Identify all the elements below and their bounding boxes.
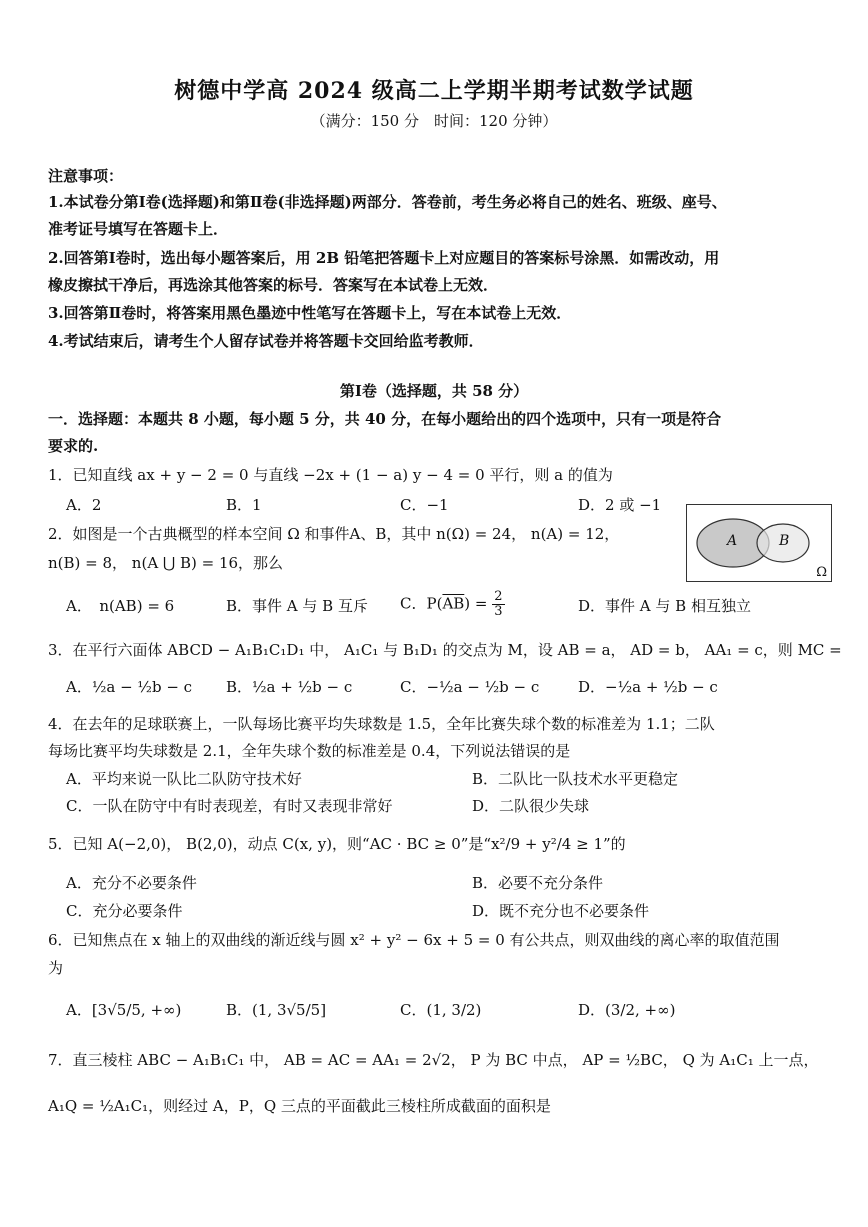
section-intro: 一．选择题：本题共 8 小题，每小题 5 分，共 40 分，在每小题给出的四个选项中，只有一项是符合: [48, 410, 722, 428]
notice-item: 橡皮擦拭干净后，再选涂其他答案的标号．答案写在本试卷上无效．: [48, 276, 499, 294]
notice-item: 4.考试结束后，请考生个人留存试卷并将答题卡交回给监考教师．: [48, 332, 484, 350]
q6-option-c: C．(1, 3/2): [400, 1001, 482, 1019]
q6-option-b: B．(1, 3√5/5]: [226, 1001, 327, 1019]
q2-option-c: C．$P(\overline{AB})$ = $\frac{2}{3}$: [400, 589, 503, 619]
q1-option-a: A．2: [66, 496, 102, 514]
q4-option-b: B．二队比一队技术水平更稳定: [472, 770, 679, 788]
q3-option-b: B．½a + ½b − c: [226, 678, 353, 696]
fraction: $\frac{2}{3}$: [494, 589, 503, 619]
q2-option-d: D．事件 A 与 B 相互独立: [578, 597, 751, 615]
question-7-stem: A₁Q = ½A₁C₁，则经过 A，P，Q 三点的平面截此三棱柱所成截面的面积是: [48, 1097, 551, 1115]
q5-option-b: B．必要不充分条件: [472, 874, 604, 892]
section-title: 第Ⅰ卷（选择题，共 58 分）: [339, 382, 529, 400]
venn-label-omega: Ω: [816, 565, 827, 580]
question-4-stem: 4．在去年的足球联赛上，一队每场比赛平均失球数是 1.5，全年比赛失球个数的标准差为 1.1；二队: [48, 715, 715, 733]
question-3-stem: 3．在平行六面体 ABCD − A₁B₁C₁D₁ 中， A₁C₁ 与 B₁D₁ 的交点为 M，设 AB = a， AD = b， AA₁ = c，则 MC =: [48, 641, 842, 659]
q3-option-a: A．½a − ½b − c: [66, 678, 193, 696]
section-intro: 要求的.: [48, 437, 99, 455]
venn-label-b: B: [779, 533, 790, 549]
q2-option-b: B．事件 A 与 B 互斥: [226, 597, 368, 615]
notice-item: 1.本试卷分第Ⅰ卷(选择题)和第Ⅱ卷(非选择题)两部分．答卷前，考生务必将自己的姓名、班级、座号、: [48, 193, 727, 211]
question-7-stem: 7．直三棱柱 ABC − A₁B₁C₁ 中， AB = AC = AA₁ = 2√2， P 为 BC 中点， AP = ½BC， Q 为 A₁C₁ 上一点，: [48, 1051, 819, 1069]
q4-option-a: A．平均来说一队比二队防守技术好: [66, 770, 302, 788]
q1-option-c: C．−1: [400, 496, 449, 514]
notice-heading: 注意事项：: [48, 167, 124, 185]
q1-option-d: D．2 或 −1: [578, 496, 662, 514]
page-title: 树德中学高 2024 级高二上学期半期考试数学试题: [174, 78, 694, 104]
question-2-stem: 2．如图是一个古典概型的样本空间 Ω 和事件A、B，其中 n(Ω) = 24， n(A) = 12，: [48, 525, 620, 543]
q4-option-d: D．二队很少失球: [472, 797, 590, 815]
notice-item: 3.回答第Ⅱ卷时，将答案用黑色墨迹中性笔写在答题卡上，写在本试卷上无效．: [48, 304, 572, 322]
q4-option-c: C．一队在防守中有时表现差，有时又表现非常好: [66, 797, 393, 815]
question-5-stem: 5．已知 A(−2,0)， B(2,0)，动点 C(x, y)，则“AC · BC ≥ 0”是“x²/9 + y²/4 ≥ 1”的: [48, 835, 626, 853]
q6-option-a: A．[3√5/5, +∞): [66, 1001, 182, 1019]
question-4-stem: 每场比赛平均失球数是 2.1，全年失球个数的标准差是 0.4，下列说法错误的是: [48, 742, 571, 760]
question-1-stem: 1．已知直线 ax + y − 2 = 0 与直线 −2x + (1 − a) y − 4 = 0 平行，则 a 的值为: [48, 466, 613, 484]
q1-option-b: B．1: [226, 496, 262, 514]
q5-option-a: A．充分不必要条件: [66, 874, 197, 892]
page-subtitle: （满分：150 分 时间：120 分钟）: [310, 112, 558, 130]
q5-option-d: D．既不充分也不必要条件: [472, 902, 650, 920]
question-6-stem: 为: [48, 959, 64, 977]
q6-option-d: D．(3/2, +∞): [578, 1001, 676, 1019]
notice-item: 2.回答第Ⅰ卷时，选出每小题答案后，用 2B 铅笔把答题卡上对应题目的答案标号涂黑．如需改动，用: [48, 249, 720, 267]
q2-option-a: A． n(AB) = 6: [66, 597, 175, 615]
question-2-stem: n(B) = 8， n(A ⋃ B) = 16，那么: [48, 554, 284, 572]
question-6-stem: 6．已知焦点在 x 轴上的双曲线的渐近线与圆 x² + y² − 6x + 5 = 0 有公共点，则双曲线的离心率的取值范围: [48, 931, 780, 949]
q5-option-c: C．充分必要条件: [66, 902, 183, 920]
notice-item: 准考证号填写在答题卡上．: [48, 220, 229, 238]
venn-diagram: [686, 504, 832, 582]
q3-option-c: C．−½a − ½b − c: [400, 678, 540, 696]
q3-option-d: D．−½a + ½b − c: [578, 678, 718, 696]
venn-label-a: A: [727, 533, 738, 549]
